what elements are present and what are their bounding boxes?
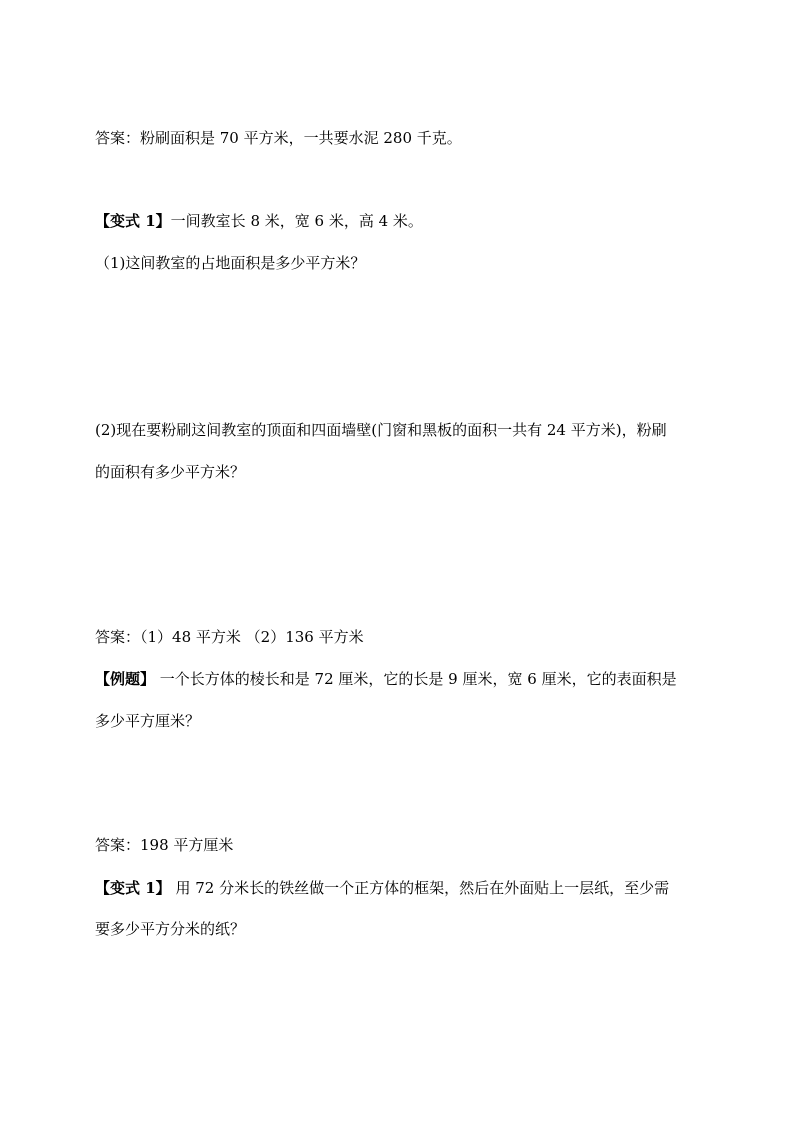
variant-2-line-2: 要多少平方分米的纸？: [95, 920, 246, 938]
variant-1-question-2-line-2: 的面积有多少平方米？: [95, 463, 246, 481]
variant-2-text: 用 72 分米长的铁丝做一个正方体的框架，然后在外面贴上一层纸，至少需: [170, 879, 670, 897]
example-line-2: 多少平方厘米？: [95, 712, 201, 730]
variant-1-tag: 【变式 1】: [95, 212, 171, 230]
variant-1-statement: [95, 211, 423, 231]
answer-1: 答案：粉刷面积是 70 平方米，一共要水泥 280 千克。: [95, 129, 462, 147]
variant-2-tag: 【变式 1】: [95, 879, 171, 897]
variant-1-question-2-line-1: (2)现在要粉刷这间教室的顶面和四面墙壁(门窗和黑板的面积一共有 24 平方米)，粉刷: [95, 421, 667, 439]
variant-1-text: 一间教室长 8 米，宽 6 米，高 4 米。: [170, 212, 423, 230]
answer-2: 答案：（1）48 平方米 （2）136 平方米: [95, 628, 364, 646]
example-line-1: [95, 669, 677, 689]
answer-3: 答案：198 平方厘米: [95, 836, 234, 854]
example-tag: 【例题】: [95, 670, 156, 688]
variant-1-question-1: （1)这间教室的占地面积是多少平方米？: [95, 254, 366, 272]
example-text: 一个长方体的棱长和是 72 厘米，它的长是 9 厘米，宽 6 厘米，它的表面积是: [155, 670, 677, 688]
variant-2-line-1: [95, 878, 669, 898]
